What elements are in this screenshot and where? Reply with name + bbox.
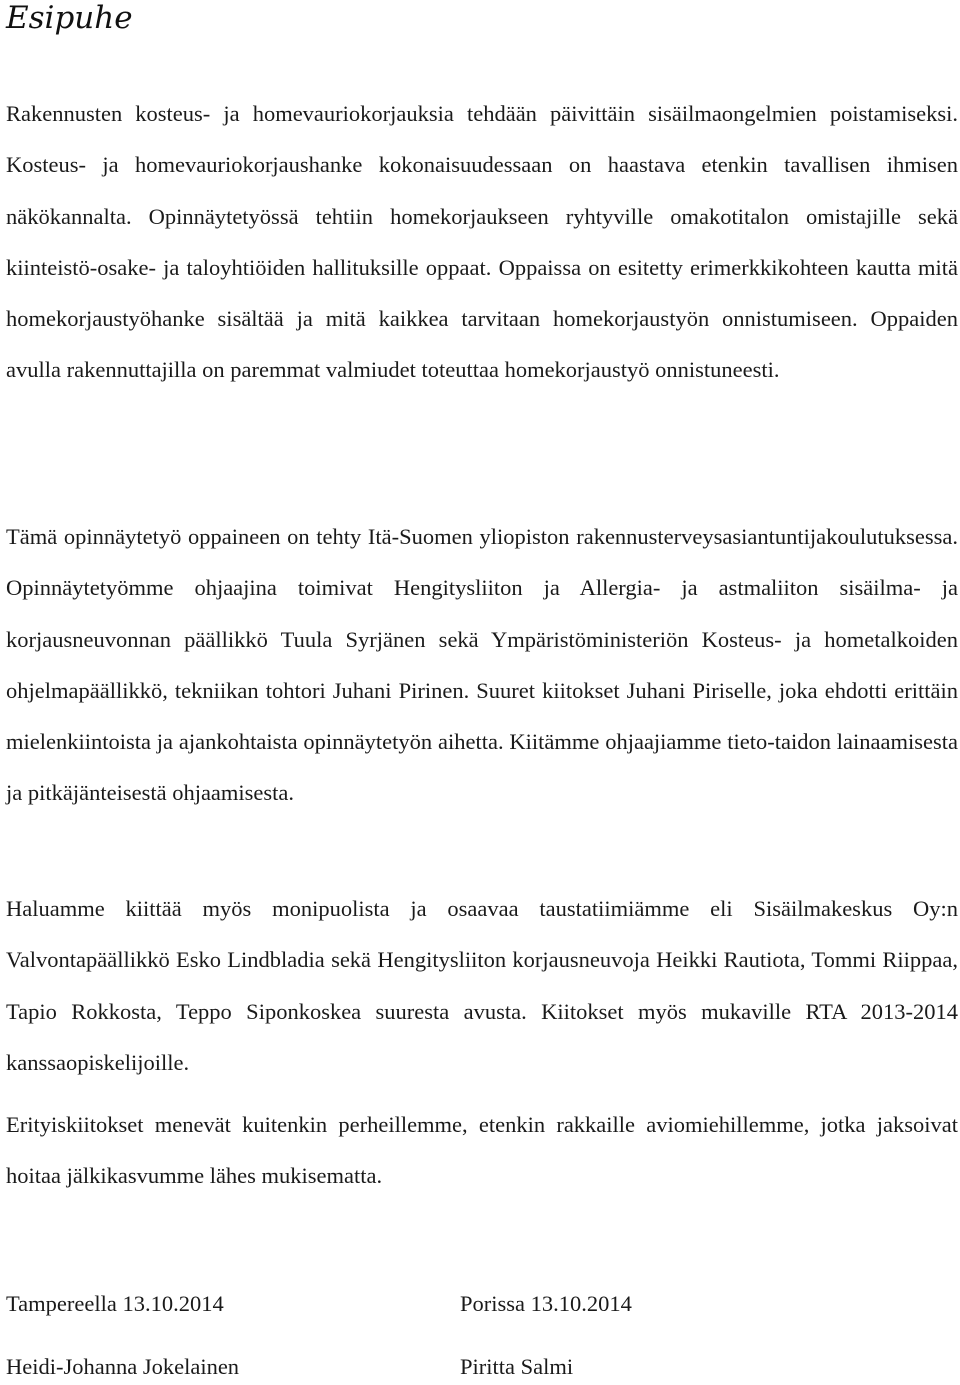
signature-left-place-date: Tampereella 13.10.2014 [6,1291,224,1316]
signature-right-name: Piritta Salmi [460,1354,574,1379]
paragraph-family-thanks: Erityiskiitokset menevät kuitenkin perheillemme, etenkin rakkaille aviomiehillemme, jotka jaksoivat hoitaa jälkikasvumme lähes mukisematta. [6,1112,958,1189]
paragraph-acknowledgements: Haluamme kiittää myös monipuolista ja osaavaa taustatiimiämme eli Sisäilmakeskus Oy:n Valvontapäällikkö Esko Lindbladia sekä Hengitysliiton korjausneuvoja Heikki Rautiota, Tommi Riippaa, Tapio Rokkosta, Teppo Siponkoskea suuresta avusta. Kiitokset myös mukaville RTA 2013-2014 kanssaopiskelijoille. [6,896,958,1075]
signature-right-place-date: Porissa 13.10.2014 [460,1291,632,1316]
signature-left-name: Heidi-Johanna Jokelainen [6,1354,240,1379]
paragraph-supervisors: Tämä opinnäytetyö oppaineen on tehty Itä-Suomen yliopiston rakennusterveysasiantuntijakoulutuksessa. Opinnäytetyömme ohjaajina toimivat Hengitysliiton ja Allergia- ja astmaliiton sisäilma- ja korjausneuvonnan päällikkö Tuula Syrjänen sekä Ympäristöministeriön Kosteus- ja hometalkoiden ohjelmapäällikkö, tekniikan tohtori Juhani Pirinen. Suuret kiitokset Juhani Piriselle, joka ehdotti erittäin mielenkiintoista ja ajankohtaista opinnäytetyön aihetta. Kiitämme ohjaajiamme tieto-taidon lainaamisesta ja pitkäjänteisestä ohjaamisesta. [6,524,958,806]
page-title: Esipuhe [6,0,133,36]
paragraph-intro: Rakennusten kosteus- ja homevauriokorjauksia tehdään päivittäin sisäilmaongelmien poistamiseksi. Kosteus- ja homevauriokorjaushanke kokonaisuudessaan on haastava etenkin tavallisen ihmisen näkökannalta. Opinnäytetyössä tehtiin homekorjaukseen ryhtyville omakotitalon omistajille sekä kiinteistö-osake- ja taloyhtiöiden hallituksille oppaat. Oppaissa on esitetty erimerkkikohteen kautta mitä homekorjaustyöhanke sisältää ja mitä kaikkea tarvitaan homekorjaustyön onnistumiseen. Oppaiden avulla rakennuttajilla on paremmat valmiudet toteuttaa homekorjaustyö onnistuneesti. [6,101,958,383]
